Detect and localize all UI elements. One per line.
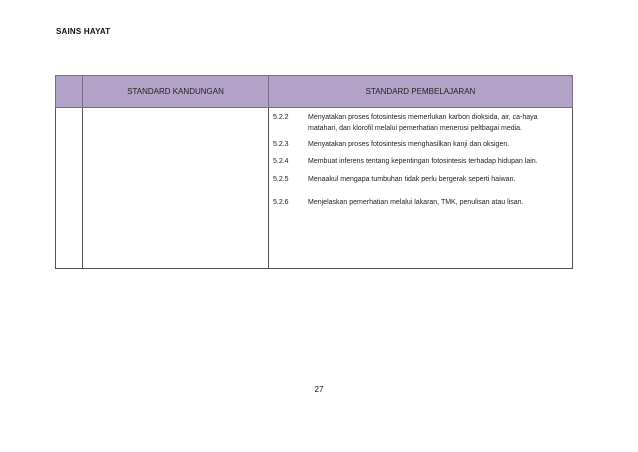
standard-text: Menyatakan proses fotosintesis menghasilkan kanji dan oksigen. (308, 141, 510, 149)
list-item (269, 156, 572, 167)
table-header-row (56, 76, 573, 108)
standard-code: 5.2.6 (273, 199, 289, 207)
table-row (56, 108, 573, 269)
standard-code: 5.2.2 (273, 114, 289, 121)
pembelajaran-cell (269, 108, 573, 269)
kandungan-cell (83, 108, 269, 269)
standard-text: Menjelaskan pemerhatian melalui lakaran, TMK, penulisan atau lisan. (308, 199, 524, 207)
header-cell-standard-kandungan: STANDARD KANDUNGAN (83, 76, 269, 108)
learning-standards-list (269, 108, 572, 208)
standards-table (55, 75, 573, 269)
list-item (269, 197, 572, 208)
list-item (269, 112, 572, 134)
page-number: 27 (314, 385, 324, 394)
list-item (269, 174, 572, 185)
standard-text: Membuat inferens tentang kepentingan fotosintesis terhadap hidupan lain. (308, 157, 538, 165)
standard-code: 5.2.4 (273, 157, 289, 165)
list-item (269, 139, 572, 150)
blank-cell (56, 108, 83, 269)
header-cell-blank (56, 76, 83, 108)
standard-text: Menyatakan proses fotosintesis memerlukan karbon dioksida, air, ca-haya matahari, dan klorofil melalui pemerhatian menerusi peltbagai media. (308, 114, 538, 133)
standard-code: 5.2.3 (273, 141, 289, 149)
standard-code: 5.2.5 (273, 175, 289, 183)
header-cell-standard-pembelajaran: STANDARD PEMBELAJARAN (269, 76, 573, 108)
standard-text: Menaakul mengapa tumbuhan tidak perlu bergerak seperti haiwan. (308, 175, 516, 183)
document-header-title: SAINS HAYAT (56, 27, 111, 36)
